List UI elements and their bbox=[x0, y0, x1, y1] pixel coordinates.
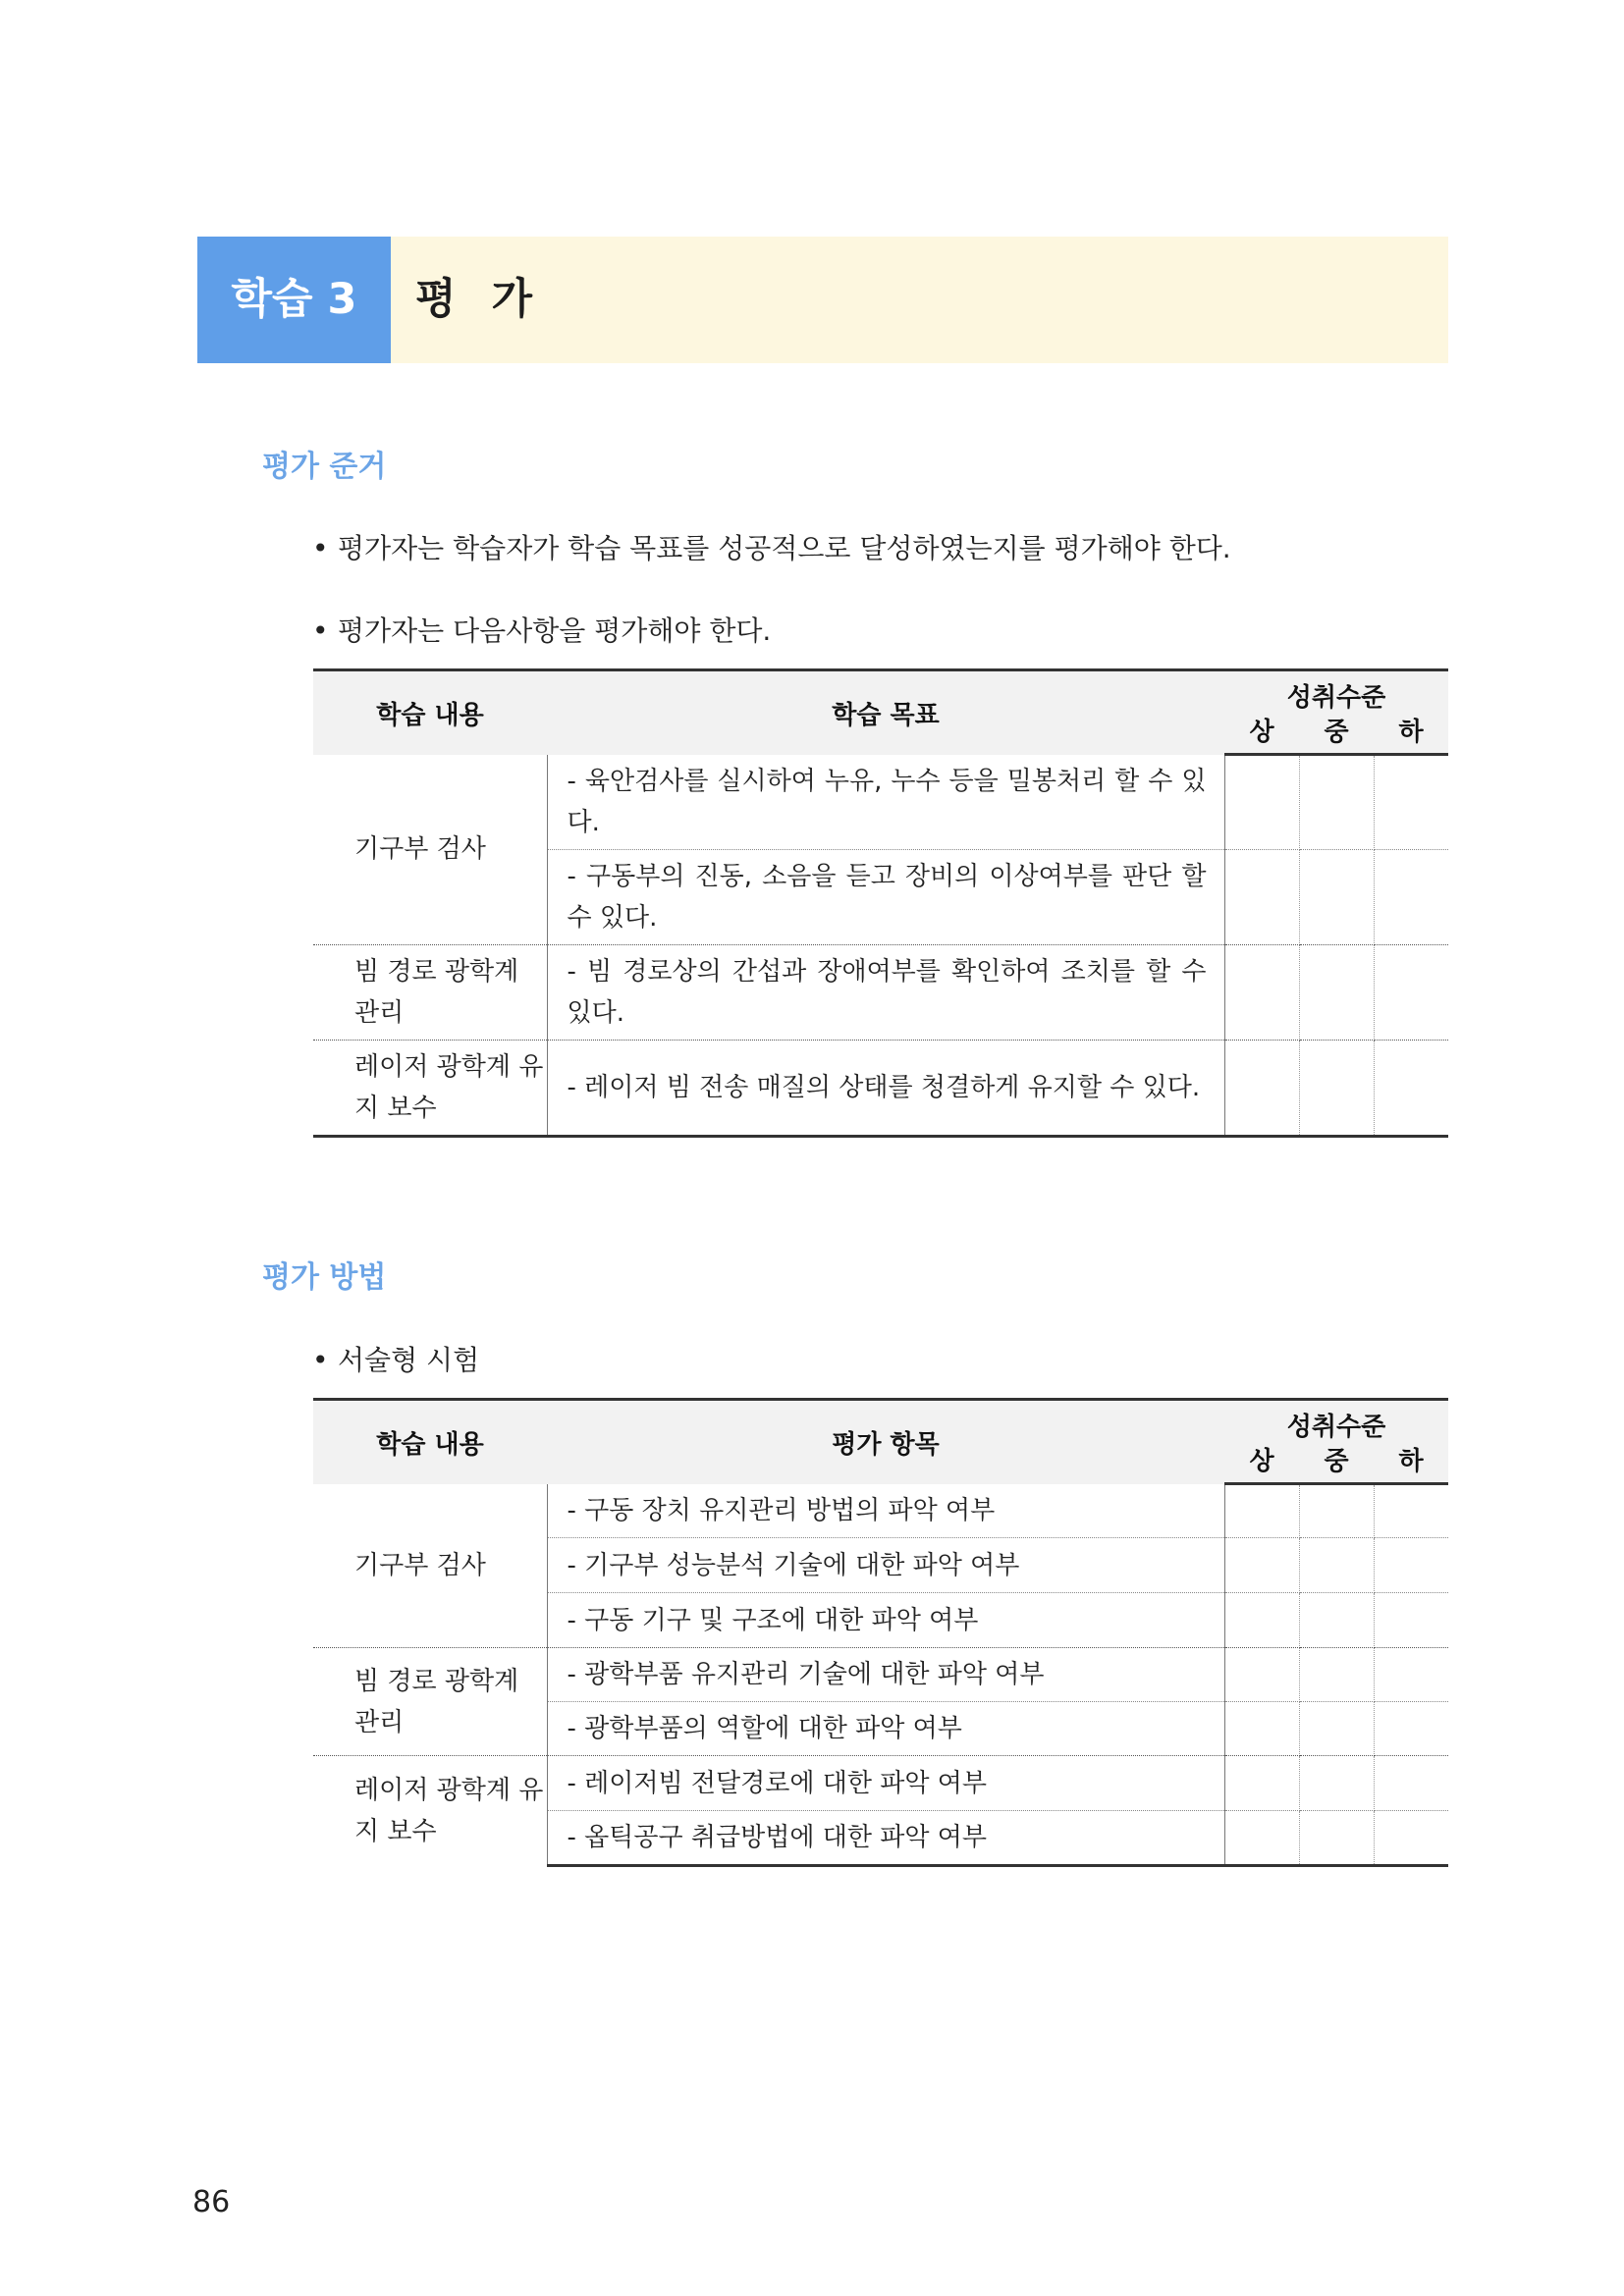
level-cell[interactable] bbox=[1224, 849, 1299, 944]
row-goal: - 레이저 빔 전송 매질의 상태를 청결하게 유지할 수 있다. bbox=[547, 1040, 1224, 1136]
level-cell[interactable] bbox=[1374, 1756, 1448, 1811]
header-goal: 평가 항목 bbox=[547, 1400, 1224, 1484]
row-goal: - 구동 기구 및 구조에 대한 파악 여부 bbox=[547, 1593, 1224, 1648]
level-cell[interactable] bbox=[1299, 1040, 1374, 1136]
level-cell[interactable] bbox=[1299, 1484, 1374, 1538]
page-number: 86 bbox=[192, 2185, 231, 2219]
row-content: 기구부 검사 bbox=[313, 755, 547, 945]
header-level-low: 하 bbox=[1374, 1447, 1448, 1484]
row-content: 레이저 광학계 유지 보수 bbox=[313, 1040, 547, 1136]
row-content: 빔 경로 광학계 관리 bbox=[313, 944, 547, 1040]
level-cell[interactable] bbox=[1299, 1648, 1374, 1702]
method-heading: 평가 방법 bbox=[262, 1260, 387, 1295]
row-goal: - 구동 장치 유지관리 방법의 파악 여부 bbox=[547, 1484, 1224, 1538]
level-cell[interactable] bbox=[1299, 1702, 1374, 1756]
level-cell[interactable] bbox=[1374, 755, 1448, 850]
header-level-high: 상 bbox=[1224, 718, 1299, 755]
level-cell[interactable] bbox=[1224, 1484, 1299, 1538]
bullet-text: 평가자는 다음사항을 평가해야 한다. bbox=[338, 614, 772, 647]
level-cell[interactable] bbox=[1224, 1593, 1299, 1648]
level-cell[interactable] bbox=[1299, 849, 1374, 944]
header-level: 성취수준 bbox=[1224, 670, 1448, 718]
banner-title: 평 가 bbox=[415, 275, 535, 324]
level-cell[interactable] bbox=[1299, 1811, 1374, 1866]
level-cell[interactable] bbox=[1224, 1756, 1299, 1811]
header-goal: 학습 목표 bbox=[547, 670, 1224, 755]
level-cell[interactable] bbox=[1224, 1538, 1299, 1593]
level-cell[interactable] bbox=[1224, 944, 1299, 1040]
row-goal: - 옵틱공구 취급방법에 대한 파악 여부 bbox=[547, 1811, 1224, 1866]
bullet-text: 서술형 시험 bbox=[338, 1344, 480, 1376]
header-level-mid: 중 bbox=[1299, 1447, 1374, 1484]
level-cell[interactable] bbox=[1299, 1593, 1374, 1648]
header-content: 학습 내용 bbox=[313, 1400, 547, 1484]
header-level: 성취수준 bbox=[1224, 1400, 1448, 1447]
bullet-item: • 평가자는 다음사항을 평가해야 한다. bbox=[312, 614, 772, 647]
header-level-high: 상 bbox=[1224, 1447, 1299, 1484]
level-cell[interactable] bbox=[1299, 1756, 1374, 1811]
bullet-text: 평가자는 학습자가 학습 목표를 성공적으로 달성하였는지를 평가해야 한다. bbox=[338, 532, 1231, 564]
row-goal: - 레이저빔 전달경로에 대한 파악 여부 bbox=[547, 1756, 1224, 1811]
level-cell[interactable] bbox=[1224, 1702, 1299, 1756]
banner-number: 학습 3 bbox=[197, 237, 391, 363]
header-content: 학습 내용 bbox=[313, 670, 547, 755]
level-cell[interactable] bbox=[1374, 1040, 1448, 1136]
row-goal: - 구동부의 진동, 소음을 듣고 장비의 이상여부를 판단 할 수 있다. bbox=[547, 849, 1224, 944]
criteria-heading: 평가 준거 bbox=[262, 450, 387, 484]
row-goal: - 광학부품 유지관리 기술에 대한 파악 여부 bbox=[547, 1648, 1224, 1702]
level-cell[interactable] bbox=[1374, 1811, 1448, 1866]
row-content: 빔 경로 광학계 관리 bbox=[313, 1648, 547, 1756]
row-goal: - 광학부품의 역할에 대한 파악 여부 bbox=[547, 1702, 1224, 1756]
bullet-item: • 평가자는 학습자가 학습 목표를 성공적으로 달성하였는지를 평가해야 한다. bbox=[312, 532, 1231, 564]
level-cell[interactable] bbox=[1374, 1648, 1448, 1702]
level-cell[interactable] bbox=[1374, 944, 1448, 1040]
level-cell[interactable] bbox=[1374, 1538, 1448, 1593]
criteria-table bbox=[313, 668, 1448, 1138]
level-cell[interactable] bbox=[1374, 1593, 1448, 1648]
bullet-item: • 서술형 시험 bbox=[312, 1344, 480, 1376]
level-cell[interactable] bbox=[1299, 1538, 1374, 1593]
level-cell[interactable] bbox=[1374, 1702, 1448, 1756]
level-cell[interactable] bbox=[1224, 755, 1299, 850]
row-content: 기구부 검사 bbox=[313, 1484, 547, 1648]
row-goal: - 육안검사를 실시하여 누유, 누수 등을 밀봉처리 할 수 있다. bbox=[547, 755, 1224, 850]
row-content: 레이저 광학계 유지 보수 bbox=[313, 1756, 547, 1866]
level-cell[interactable] bbox=[1224, 1648, 1299, 1702]
header-level-low: 하 bbox=[1374, 718, 1448, 755]
method-table bbox=[313, 1398, 1448, 1867]
section-banner bbox=[197, 237, 1448, 363]
row-goal: - 기구부 성능분석 기술에 대한 파악 여부 bbox=[547, 1538, 1224, 1593]
level-cell[interactable] bbox=[1374, 849, 1448, 944]
header-level-mid: 중 bbox=[1299, 718, 1374, 755]
level-cell[interactable] bbox=[1224, 1040, 1299, 1136]
level-cell[interactable] bbox=[1224, 1811, 1299, 1866]
level-cell[interactable] bbox=[1299, 755, 1374, 850]
level-cell[interactable] bbox=[1299, 944, 1374, 1040]
level-cell[interactable] bbox=[1374, 1484, 1448, 1538]
row-goal: - 빔 경로상의 간섭과 장애여부를 확인하여 조치를 할 수 있다. bbox=[547, 944, 1224, 1040]
